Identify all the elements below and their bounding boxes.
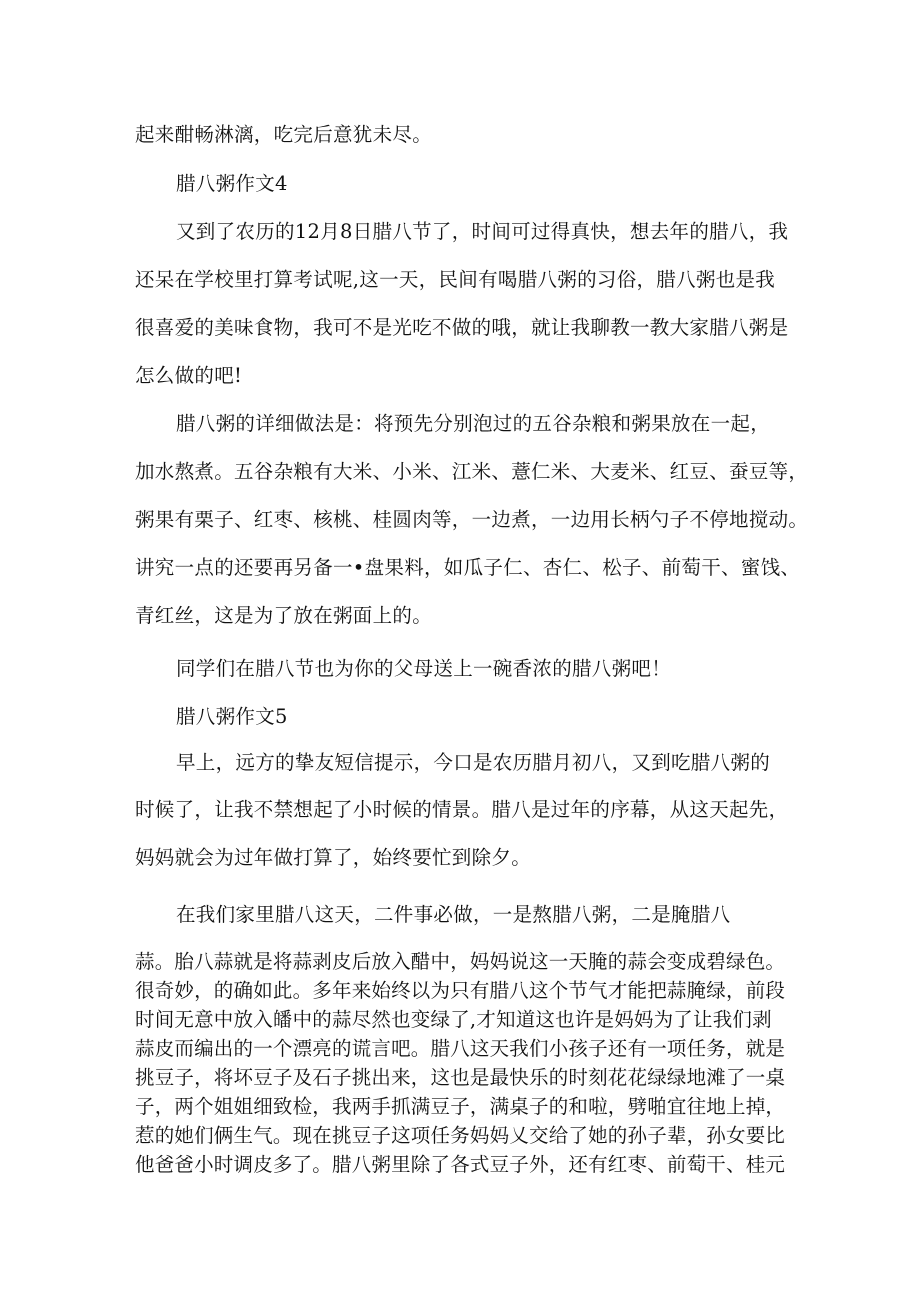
paragraph-line: 蒜。胎八蒜就是将蒜剥皮后放入醋中，妈妈说这一天腌的蒜会变成碧绿色。: [135, 950, 786, 973]
paragraph-line: 妈妈就会为过年做打算了，始终要忙到除夕。: [135, 846, 532, 869]
paragraph-line: 又到了农历的12月8日腊八节了，时间可过得真快，想去年的腊八，我: [176, 220, 789, 243]
paragraph-line: 起来酣畅淋漓，吃完后意犹未尽。: [135, 123, 433, 146]
paragraph-line: 惹的她们俩生气。现在挑豆子这项任务妈妈乂交给了她的孙子辈，孙女要比: [135, 1124, 786, 1147]
paragraph-line: 加水熬煮。五谷杂粮有大米、小米、江米、薏仁米、大麦米、红豆、蚕豆等，: [135, 460, 809, 483]
paragraph-line: 时候了，让我不禁想起了小时候的情景。腊八是过年的序幕，从这天起先，: [135, 798, 789, 821]
essay-heading-5: 腊八粥作文5: [176, 705, 288, 728]
paragraph-line: 还呆在学校里打算考试呢,这一天，民间有喝腊八粥的习俗，腊八粥也是我: [135, 268, 776, 291]
paragraph-line: 腊八粥的详细做法是：将预先分别泡过的五谷杂粮和粥果放在一起，: [176, 412, 771, 435]
paragraph-line: 蒜皮而编出的一个漂亮的谎言吧。腊八这天我们小孩子还有一项任务，就是: [135, 1037, 786, 1060]
paragraph-line: 粥果有栗子、红枣、核桃、桂圆肉等，一边煮，一边用长柄勺子不停地搅动。: [135, 508, 809, 531]
paragraph-line: 同学们在腊八节也为你的父母送上一碗香浓的腊八粥吧！: [176, 657, 672, 680]
paragraph-line: 早上，远方的挚友短信提示，今口是农历腊月初八，又到吃腊八粥的: [176, 751, 771, 774]
paragraph-line: 子，两个姐姐细致检，我两手抓满豆子，满桌子的和啦，劈啪宜往地上掉，: [135, 1095, 786, 1118]
paragraph-line: 挑豆子，将坏豆子及石子挑出来，这也是最快乐的时刻花花绿绿地滩了一桌: [135, 1066, 786, 1089]
paragraph-line: 时间无意中放入皤中的蒜尽然也变绿了,才知道这也许是妈妈为了让我们剥: [135, 1008, 772, 1031]
paragraph-line: 青红丝，这是为了放在粥面上的。: [135, 604, 433, 627]
paragraph-line: 很喜爱的美味食物，我可不是光吃不做的哦，就让我聊教一教大家腊八粥是: [135, 316, 789, 339]
essay-heading-4: 腊八粥作文4: [176, 172, 288, 195]
paragraph-line: 他爸爸小时调皮多了。腊八粥里除了各式豆子外，还有红枣、前萄干、桂元: [135, 1153, 786, 1176]
paragraph-line: 在我们家里腊八这天，二件事必做，一是熬腊八粥，二是腌腊八: [176, 903, 731, 926]
paragraph-line: 怎么做的吧!: [135, 364, 243, 387]
paragraph-line: 很奇妙，的确如此。多年来始终以为只有腊八这个节气才能把蒜腌绿，前段: [135, 979, 786, 1002]
paragraph-line: 讲究一点的还要再另备一•盘果料，如瓜子仁、杏仁、松子、前萄干、蜜饯、: [135, 556, 801, 579]
